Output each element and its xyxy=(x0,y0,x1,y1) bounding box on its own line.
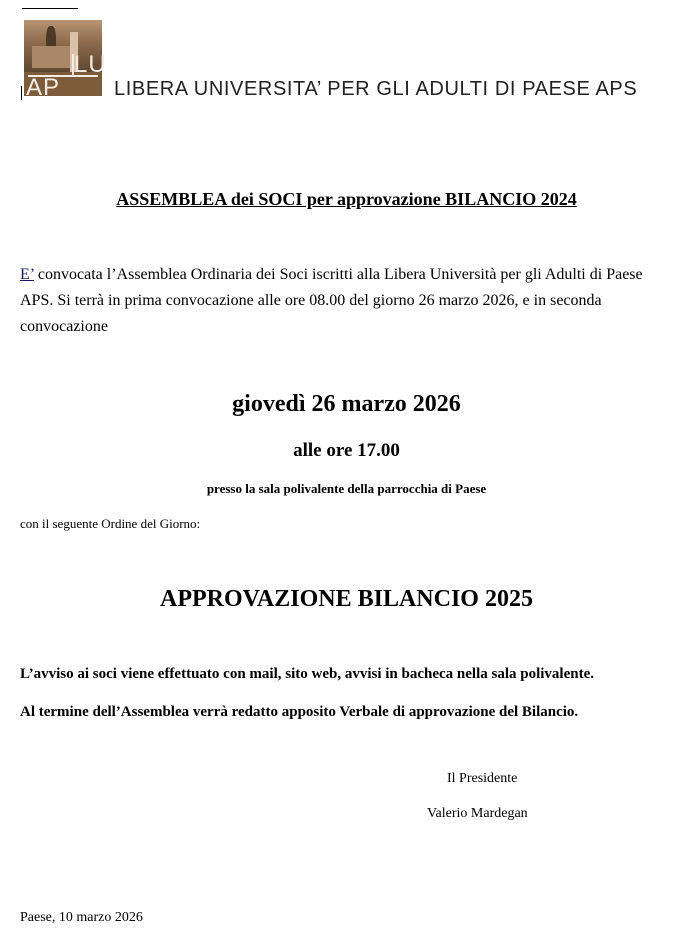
organization-name: LIBERA UNIVERSITA’ PER GLI ADULTI DI PAESE APS xyxy=(114,78,638,100)
convocation-paragraph xyxy=(20,262,660,340)
intro-link[interactable]: E’ xyxy=(20,266,34,283)
intro-text: convocata l’Assemblea Ordinaria dei Soci iscritti alla Libera Università per gli Adulti di Paese APS. Si terrà in prima convocazione alle ore 08.00 del giorno 26 marzo 2026, e in seconda convocazione xyxy=(20,266,643,335)
signature-role: Il Presidente xyxy=(447,771,518,786)
agenda-item: APPROVAZIONE BILANCIO 2025 xyxy=(160,586,533,612)
agenda-intro: con il seguente Ordine del Giorno: xyxy=(20,516,201,531)
logo-letters-ap: AP xyxy=(26,74,61,101)
header-rule xyxy=(22,8,78,9)
meeting-time: alle ore 17.00 xyxy=(293,440,400,461)
notice-line-1: L’avviso ai soci viene effettuato con mail, sito web, avvisi in bacheca nella sala polivalente. xyxy=(20,666,595,682)
text-cursor xyxy=(21,86,22,100)
organization-logo xyxy=(24,20,107,101)
document-title: ASSEMBLEA dei SOCI per approvazione BILANCIO 2024 xyxy=(116,189,577,209)
place-and-date: Paese, 10 marzo 2026 xyxy=(20,910,143,925)
meeting-date: giovedì 26 marzo 2026 xyxy=(232,391,461,417)
notice-line-2: Al termine dell’Assemblea verrà redatto apposito Verbale di approvazione del Bilancio. xyxy=(20,704,579,720)
logo-letters-lu: LU xyxy=(74,51,107,78)
signature-name: Valerio Mardegan xyxy=(427,806,528,821)
meeting-place: presso la sala polivalente della parrocchia di Paese xyxy=(206,481,487,496)
